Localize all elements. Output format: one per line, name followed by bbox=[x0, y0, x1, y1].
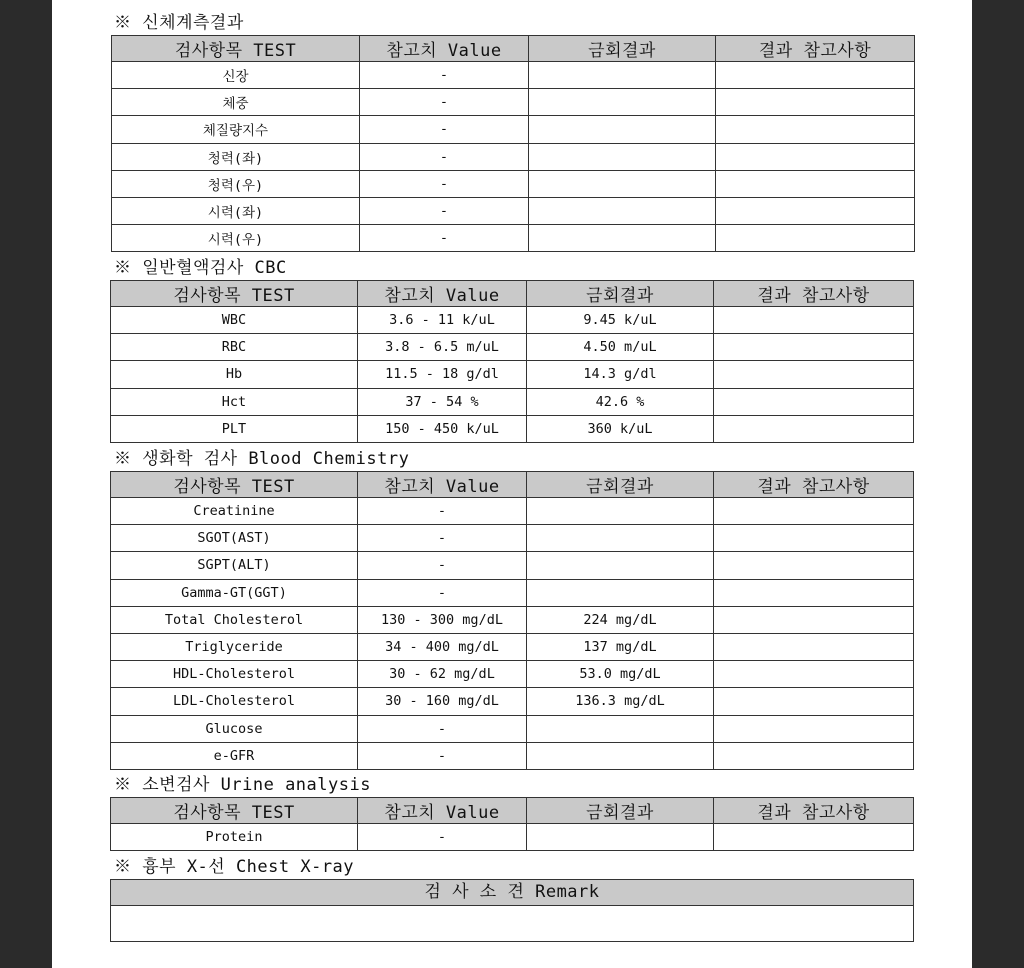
table-row bbox=[112, 89, 915, 116]
column-header: 결과 참고사항 bbox=[714, 281, 914, 307]
table-row bbox=[111, 361, 914, 388]
test-name-cell: 시력(우) bbox=[112, 225, 360, 252]
column-header: 결과 참고사항 bbox=[714, 798, 914, 824]
remark-cell bbox=[714, 525, 914, 552]
table-row bbox=[112, 143, 915, 170]
column-header: 검사항목 TEST bbox=[111, 281, 358, 307]
table-row bbox=[111, 715, 914, 742]
section-title: ※ 생화학 검사 Blood Chemistry bbox=[114, 449, 410, 469]
current-result-cell bbox=[527, 552, 714, 579]
column-header: 참고치 Value bbox=[358, 798, 527, 824]
reference-value-cell: - bbox=[358, 742, 527, 769]
test-name-cell: 청력(우) bbox=[112, 170, 360, 197]
reference-value-cell: 11.5 - 18 g/dl bbox=[358, 361, 527, 388]
table-row bbox=[111, 307, 914, 334]
table-row bbox=[112, 62, 915, 89]
table-row bbox=[112, 225, 915, 252]
column-header: 검사항목 TEST bbox=[112, 36, 360, 62]
section-title: ※ 흉부 X-선 Chest X-ray bbox=[114, 857, 355, 877]
current-result-cell: 136.3 mg/dL bbox=[527, 688, 714, 715]
remark-cell bbox=[714, 498, 914, 525]
table-row bbox=[111, 633, 914, 660]
current-result-cell bbox=[529, 89, 716, 116]
test-name-cell: Hct bbox=[111, 388, 358, 415]
section-title: ※ 신체계측결과 bbox=[114, 13, 244, 33]
current-result-cell bbox=[527, 742, 714, 769]
table-row bbox=[111, 606, 914, 633]
test-name-cell: 체중 bbox=[112, 89, 360, 116]
column-header: 검사항목 TEST bbox=[111, 798, 358, 824]
table-row bbox=[112, 197, 915, 224]
column-header: 금회결과 bbox=[529, 36, 716, 62]
remark-cell bbox=[716, 225, 915, 252]
reference-value-cell: 30 - 62 mg/dL bbox=[358, 661, 527, 688]
current-result-cell bbox=[527, 525, 714, 552]
test-name-cell: Total Cholesterol bbox=[111, 606, 358, 633]
column-header: 참고치 Value bbox=[358, 472, 527, 498]
table-row bbox=[111, 824, 914, 851]
remark-cell bbox=[716, 116, 915, 143]
current-result-cell bbox=[529, 116, 716, 143]
current-result-cell: 42.6 % bbox=[527, 388, 714, 415]
remark-cell bbox=[714, 552, 914, 579]
reference-value-cell: - bbox=[358, 498, 527, 525]
test-name-cell: Glucose bbox=[111, 715, 358, 742]
test-name-cell: WBC bbox=[111, 307, 358, 334]
remark-cell bbox=[716, 197, 915, 224]
current-result-cell bbox=[529, 62, 716, 89]
test-name-cell: PLT bbox=[111, 415, 358, 442]
reference-value-cell: 130 - 300 mg/dL bbox=[358, 606, 527, 633]
column-header: 금회결과 bbox=[527, 798, 714, 824]
reference-value-cell: - bbox=[360, 197, 529, 224]
remark-cell bbox=[714, 388, 914, 415]
remark-cell bbox=[714, 334, 914, 361]
reference-value-cell: - bbox=[360, 89, 529, 116]
reference-value-cell: - bbox=[360, 225, 529, 252]
test-name-cell: RBC bbox=[111, 334, 358, 361]
remark-cell bbox=[714, 579, 914, 606]
remark-header: 검 사 소 견 Remark bbox=[111, 880, 913, 906]
document-page bbox=[52, 0, 972, 968]
results-table bbox=[110, 471, 914, 770]
remark-cell bbox=[714, 633, 914, 660]
table-row bbox=[111, 415, 914, 442]
table-row bbox=[111, 742, 914, 769]
test-name-cell: 신장 bbox=[112, 62, 360, 89]
table-row bbox=[111, 498, 914, 525]
section-title: ※ 일반혈액검사 CBC bbox=[114, 258, 287, 278]
column-header: 결과 참고사항 bbox=[714, 472, 914, 498]
current-result-cell: 137 mg/dL bbox=[527, 633, 714, 660]
current-result-cell: 9.45 k/uL bbox=[527, 307, 714, 334]
current-result-cell: 53.0 mg/dL bbox=[527, 661, 714, 688]
reference-value-cell: 34 - 400 mg/dL bbox=[358, 633, 527, 660]
reference-value-cell: 3.8 - 6.5 m/uL bbox=[358, 334, 527, 361]
xray-remark-box bbox=[110, 879, 914, 942]
remark-cell bbox=[714, 824, 914, 851]
reference-value-cell: 37 - 54 % bbox=[358, 388, 527, 415]
remark-cell bbox=[714, 742, 914, 769]
test-name-cell: LDL-Cholesterol bbox=[111, 688, 358, 715]
remark-cell bbox=[714, 715, 914, 742]
table-header-row bbox=[112, 36, 915, 62]
reference-value-cell: 150 - 450 k/uL bbox=[358, 415, 527, 442]
remark-cell bbox=[716, 143, 915, 170]
remark-cell bbox=[714, 606, 914, 633]
test-name-cell: SGPT(ALT) bbox=[111, 552, 358, 579]
current-result-cell bbox=[527, 498, 714, 525]
results-table bbox=[110, 797, 914, 851]
table-row bbox=[111, 334, 914, 361]
current-result-cell bbox=[529, 143, 716, 170]
table-row bbox=[111, 688, 914, 715]
column-header: 결과 참고사항 bbox=[716, 36, 915, 62]
table-header-row bbox=[111, 281, 914, 307]
test-name-cell: 체질량지수 bbox=[112, 116, 360, 143]
column-header: 참고치 Value bbox=[358, 281, 527, 307]
test-name-cell: Creatinine bbox=[111, 498, 358, 525]
table-row bbox=[111, 579, 914, 606]
reference-value-cell: 3.6 - 11 k/uL bbox=[358, 307, 527, 334]
remark-cell bbox=[714, 661, 914, 688]
test-name-cell: Gamma-GT(GGT) bbox=[111, 579, 358, 606]
table-row bbox=[112, 116, 915, 143]
remark-cell bbox=[714, 307, 914, 334]
current-result-cell bbox=[527, 715, 714, 742]
table-row bbox=[111, 661, 914, 688]
reference-value-cell: - bbox=[358, 824, 527, 851]
current-result-cell bbox=[529, 197, 716, 224]
reference-value-cell: 30 - 160 mg/dL bbox=[358, 688, 527, 715]
reference-value-cell: - bbox=[360, 143, 529, 170]
table-row bbox=[112, 170, 915, 197]
current-result-cell bbox=[527, 824, 714, 851]
column-header: 금회결과 bbox=[527, 281, 714, 307]
reference-value-cell: - bbox=[358, 579, 527, 606]
section-title: ※ 소변검사 Urine analysis bbox=[114, 775, 371, 795]
test-name-cell: SGOT(AST) bbox=[111, 525, 358, 552]
reference-value-cell: - bbox=[360, 170, 529, 197]
reference-value-cell: - bbox=[358, 715, 527, 742]
results-table bbox=[110, 280, 914, 443]
current-result-cell: 14.3 g/dl bbox=[527, 361, 714, 388]
remark-cell bbox=[716, 62, 915, 89]
column-header: 참고치 Value bbox=[360, 36, 529, 62]
table-row bbox=[111, 525, 914, 552]
results-table bbox=[111, 35, 915, 252]
test-name-cell: 시력(좌) bbox=[112, 197, 360, 224]
test-name-cell: Triglyceride bbox=[111, 633, 358, 660]
test-name-cell: Protein bbox=[111, 824, 358, 851]
test-name-cell: Hb bbox=[111, 361, 358, 388]
current-result-cell: 4.50 m/uL bbox=[527, 334, 714, 361]
current-result-cell bbox=[529, 170, 716, 197]
current-result-cell: 360 k/uL bbox=[527, 415, 714, 442]
test-name-cell: e-GFR bbox=[111, 742, 358, 769]
remark-cell bbox=[714, 361, 914, 388]
column-header: 검사항목 TEST bbox=[111, 472, 358, 498]
current-result-cell bbox=[529, 225, 716, 252]
remark-cell bbox=[714, 415, 914, 442]
remark-cell bbox=[716, 170, 915, 197]
reference-value-cell: - bbox=[360, 116, 529, 143]
table-header-row bbox=[111, 798, 914, 824]
table-row bbox=[111, 388, 914, 415]
current-result-cell bbox=[527, 579, 714, 606]
remark-cell bbox=[716, 89, 915, 116]
test-name-cell: HDL-Cholesterol bbox=[111, 661, 358, 688]
reference-value-cell: - bbox=[358, 525, 527, 552]
reference-value-cell: - bbox=[360, 62, 529, 89]
column-header: 금회결과 bbox=[527, 472, 714, 498]
current-result-cell: 224 mg/dL bbox=[527, 606, 714, 633]
table-row bbox=[111, 552, 914, 579]
remark-cell bbox=[714, 688, 914, 715]
table-header-row bbox=[111, 472, 914, 498]
test-name-cell: 청력(좌) bbox=[112, 143, 360, 170]
reference-value-cell: - bbox=[358, 552, 527, 579]
